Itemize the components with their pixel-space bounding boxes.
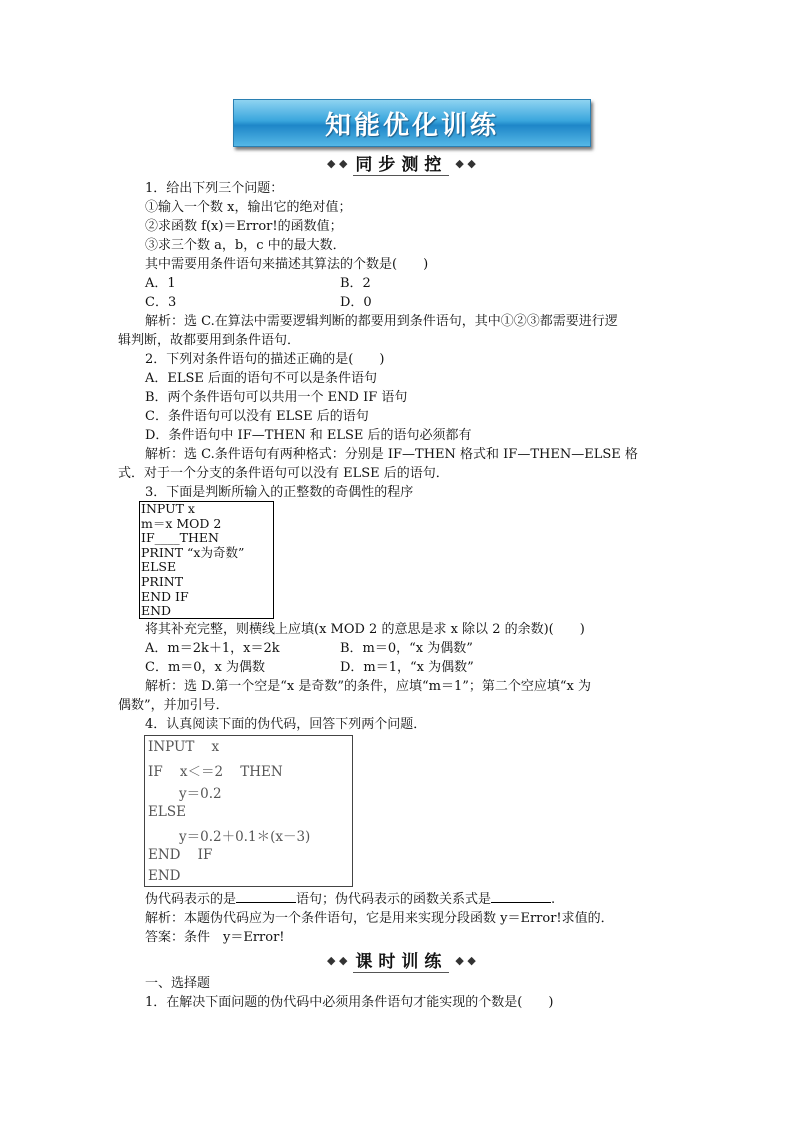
section-title-sync: 同步测控 [353, 150, 449, 176]
q1-option-c: C．3 [145, 295, 177, 310]
code-line: ELSE [141, 559, 177, 575]
q1-option-d: D．0 [340, 295, 372, 310]
code-line: IF____THEN [141, 530, 219, 546]
q3-analysis-2: 偶数”，并加引号． [118, 698, 229, 713]
section-header-sync [327, 151, 476, 175]
diamond-right-icon: ◆ ◆ [455, 953, 476, 967]
answer-blank-2[interactable] [491, 902, 551, 903]
q4-stem: 4．认真阅读下面的伪代码，回答下列两个问题． [145, 717, 427, 732]
part-heading: 一、选择题 [145, 976, 211, 991]
q2-option-a: A．ELSE 后面的语句不可以是条件语句 [145, 371, 378, 386]
q1-analysis-2: 辑判断，故都要用到条件语句． [118, 333, 301, 348]
code-line: END [141, 603, 172, 619]
q4-fill-c: . [551, 892, 556, 907]
q3-question: 将其补充完整，则横线上应填(x MOD 2 的意思是求 x 除以 2 的余数)( ) [145, 622, 585, 637]
section-header-course [327, 948, 476, 972]
code-line: INPUT x [148, 739, 220, 755]
code-line: END IF [148, 847, 213, 863]
diamond-left-icon: ◆ ◆ [327, 953, 348, 967]
q4-fill-a: 伪代码表示的是 [145, 892, 237, 907]
q3-option-a: A．m＝2k＋1，x＝2k [145, 641, 280, 656]
q2-stem: 2．下列对条件语句的描述正确的是( ) [145, 352, 385, 367]
code-line: y＝0.2＋0.1＊(x－3) [179, 829, 311, 845]
code-line: END [148, 868, 181, 884]
title-banner [233, 99, 591, 147]
q2-analysis-2: 式．对于一个分支的条件语句可以没有 ELSE 后的语句． [118, 466, 449, 481]
q1-option-b: B．2 [340, 276, 371, 291]
q4-answer: 答案：条件 y＝Error! [145, 930, 285, 945]
q4-code-box [144, 735, 353, 887]
q2-analysis-1: 解析：选 C.条件语句有两种格式：分别是 IF—THEN 格式和 IF—THEN—ELSE 格 [145, 447, 638, 462]
diamond-right-icon: ◆ ◆ [455, 156, 476, 170]
q4-fill-b: 语句；伪代码表示的函数关系式是 [296, 892, 492, 907]
q1-analysis-1: 解析：选 C.在算法中需要逻辑判断的都要用到条件语句，其中①②③都需要进行逻 [145, 314, 618, 329]
q2-option-b: B．两个条件语句可以共用一个 END IF 语句 [145, 390, 408, 405]
code-line: END IF [141, 588, 189, 604]
diamond-left-icon: ◆ ◆ [327, 156, 348, 170]
code-line: m＝x MOD 2 [141, 515, 222, 531]
q1-stem: 1．给出下列三个问题： [145, 181, 284, 196]
q1-option-a: A．1 [145, 276, 176, 291]
q2-option-c: C．条件语句可以没有 ELSE 后的语句 [145, 409, 369, 424]
q4-analysis: 解析：本题伪代码应为一个条件语句，它是用来实现分段函数 y＝Error!求值的． [145, 911, 614, 926]
q1-item-1: ①输入一个数 x，输出它的绝对值； [145, 200, 352, 215]
q3-option-d: D．m＝1，“x 为偶数” [340, 660, 474, 675]
code-line: PRINT “x为奇数” [141, 544, 245, 560]
q3-option-c: C．m＝0，x 为偶数 [145, 660, 266, 675]
code-line: y＝0.2 [179, 786, 222, 802]
answer-blank-1[interactable] [236, 902, 296, 903]
q4-fill-line [145, 891, 555, 909]
code-line: IF x＜＝2 THEN [148, 764, 283, 780]
q3-analysis-1: 解析：选 D.第一个空是“x 是奇数”的条件，应填“m＝1”；第二个空应填“x 为 [145, 679, 591, 694]
code-line: ELSE [148, 804, 186, 820]
code-line: INPUT x [141, 501, 195, 516]
section-title-course: 课时训练 [353, 947, 449, 973]
q2-option-d: D．条件语句中 IF—THEN 和 ELSE 后的语句必须都有 [145, 428, 472, 443]
q3-code-box [139, 501, 274, 619]
code-line: PRINT [141, 573, 184, 589]
q3-option-b: B．m＝0，“x 为偶数” [340, 641, 473, 656]
banner-title: 知能优化训练 [324, 110, 499, 141]
q1-item-3: ③求三个数 a，b，c 中的最大数． [145, 238, 346, 253]
q3-stem: 3．下面是判断所输入的正整数的奇偶性的程序 [145, 485, 414, 500]
q5-stem: 1．在解决下面问题的伪代码中必须用条件语句才能实现的个数是( ) [145, 995, 554, 1010]
q1-item-2: ②求函数 f(x)＝Error!的函数值； [145, 219, 343, 234]
q1-question: 其中需要用条件语句来描述其算法的个数是( ) [145, 257, 429, 272]
